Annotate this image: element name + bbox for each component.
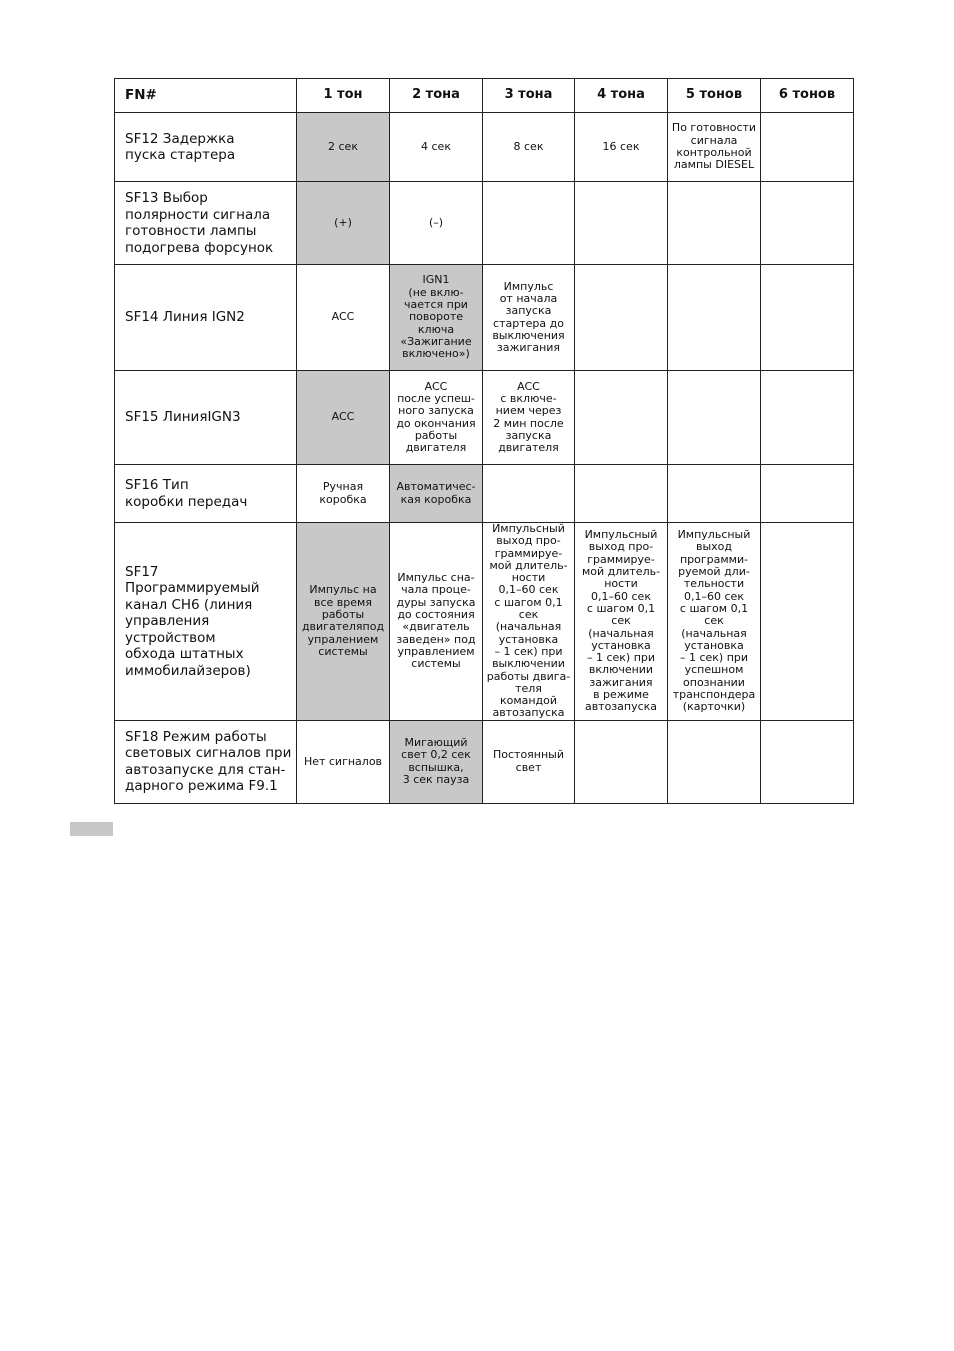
header-fn: FN#	[115, 79, 297, 113]
tone-4-cell	[575, 465, 668, 523]
tone-5-cell	[668, 371, 761, 465]
function-settings-table	[114, 78, 854, 804]
tone-4-cell	[575, 265, 668, 371]
function-name-cell: SF18 Режим работы световых сигналов при автозапуске для стан- дарного режима F9.1	[115, 720, 297, 803]
tone-5-cell	[668, 465, 761, 523]
tone-3-cell	[483, 465, 575, 523]
tone-4-cell: Импульсный выход про- граммируе- мой длитель- ности 0,1–60 сек с шагом 0,1 сек (начальная установка – 1 сек) при включении зажигания в режиме автозапуска	[575, 523, 668, 721]
header-tone-1: 1 тон	[297, 79, 390, 113]
function-name-cell: SF17 Программируемый канал CH6 (линия управления устройством обхода штатных иммобилайзеров)	[115, 523, 297, 721]
header-tone-2: 2 тона	[390, 79, 483, 113]
tone-4-cell: 16 сек	[575, 113, 668, 182]
tone-3-cell	[483, 182, 575, 265]
tone-5-cell: По готовности сигнала контрольной лампы DIESEL	[668, 113, 761, 182]
tone-6-cell	[761, 371, 854, 465]
table-row	[115, 265, 854, 371]
tone-1-cell: Нет сигналов	[297, 720, 390, 803]
tone-3-cell: Импульсный выход про- граммируе- мой длитель- ности 0,1–60 сек с шагом 0,1 сек (начальная установка – 1 сек) при выключении работы двига- теля командой автозапуска	[483, 523, 575, 721]
tone-4-cell	[575, 371, 668, 465]
table-row	[115, 113, 854, 182]
table-row	[115, 720, 854, 803]
tone-5-cell	[668, 720, 761, 803]
tone-6-cell	[761, 523, 854, 721]
tone-6-cell	[761, 720, 854, 803]
tone-1-cell: Ручная коробка	[297, 465, 390, 523]
header-tone-3: 3 тона	[483, 79, 575, 113]
function-name-cell: SF14 Линия IGN2	[115, 265, 297, 371]
tone-3-cell: 8 сек	[483, 113, 575, 182]
tone-6-cell	[761, 182, 854, 265]
function-name-cell: SF12 Задержка пуска стартера	[115, 113, 297, 182]
tone-2-cell: 4 сек	[390, 113, 483, 182]
header-tone-4: 4 тона	[575, 79, 668, 113]
tone-1-cell: Импульс на все время работы двигателяпод упралением системы	[297, 523, 390, 721]
function-name-cell: SF16 Тип коробки передач	[115, 465, 297, 523]
tone-4-cell	[575, 720, 668, 803]
tone-2-cell: Мигающий свет 0,2 сек вспышка, 3 сек пауза	[390, 720, 483, 803]
tone-3-cell: ACC с включе- нием через 2 мин после запуска двигателя	[483, 371, 575, 465]
tone-1-cell: (+)	[297, 182, 390, 265]
tone-2-cell: Автоматичес- кая коробка	[390, 465, 483, 523]
tone-4-cell	[575, 182, 668, 265]
tone-2-cell: IGN1 (не вклю- чается при повороте ключа «Зажигание включено»)	[390, 265, 483, 371]
tone-2-cell: ACC после успеш- ного запуска до окончания работы двигателя	[390, 371, 483, 465]
page-tab-marker	[70, 822, 113, 836]
header-tone-5: 5 тонов	[668, 79, 761, 113]
table-row	[115, 371, 854, 465]
function-name-cell: SF15 ЛинияIGN3	[115, 371, 297, 465]
table-row	[115, 465, 854, 523]
tone-1-cell: ACC	[297, 265, 390, 371]
table-header-row	[115, 79, 854, 113]
tone-6-cell	[761, 465, 854, 523]
function-name-cell: SF13 Выбор полярности сигнала готовности лампы подогрева форсунок	[115, 182, 297, 265]
tone-1-cell: 2 сек	[297, 113, 390, 182]
table-row	[115, 182, 854, 265]
tone-2-cell: (–)	[390, 182, 483, 265]
tone-2-cell: Импульс сна- чала проце- дуры запуска до состояния «двигатель заведен» под управлением системы	[390, 523, 483, 721]
header-tone-6: 6 тонов	[761, 79, 854, 113]
tone-1-cell: ACC	[297, 371, 390, 465]
tone-5-cell	[668, 182, 761, 265]
tone-5-cell: Импульсный выход программи- руемой дли- тельности 0,1–60 сек с шагом 0,1 сек (начальная установка – 1 сек) при успешном опознании транспондера (карточки)	[668, 523, 761, 721]
tone-3-cell: Импульс от начала запуска стартера до выключения зажигания	[483, 265, 575, 371]
tone-3-cell: Постоянный свет	[483, 720, 575, 803]
tone-6-cell	[761, 265, 854, 371]
table-row	[115, 523, 854, 721]
tone-5-cell	[668, 265, 761, 371]
tone-6-cell	[761, 113, 854, 182]
